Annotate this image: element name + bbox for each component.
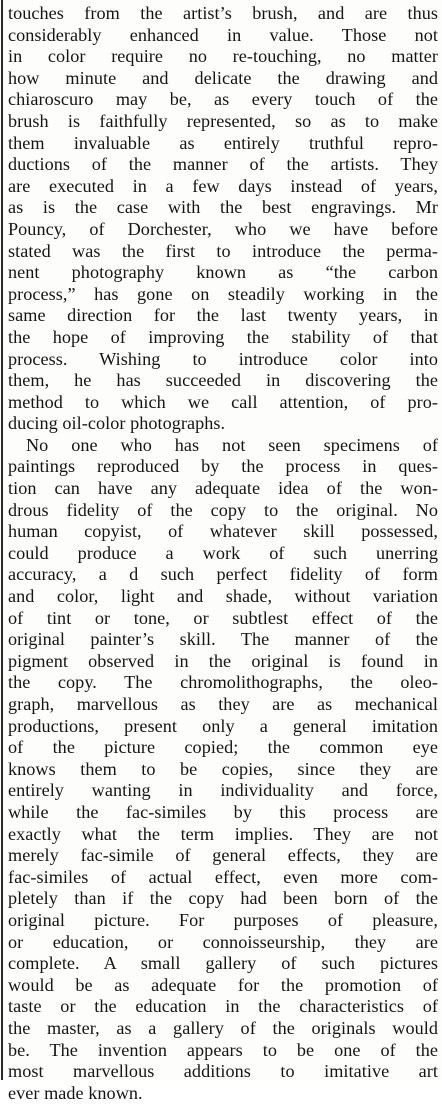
article-line: the master, as a gallery of the originals would xyxy=(8,1017,438,1038)
column-rule xyxy=(1,0,3,1080)
article-line: original picture. For purposes of pleasure, xyxy=(8,909,438,930)
article-line: human copyist, of whatever skill possessed, xyxy=(8,521,438,542)
article-line: ductions of the manner of the artists. They xyxy=(8,154,438,175)
article-line: in color require no re-touching, no matter xyxy=(8,46,438,67)
article-line: while the fac-similes by this process are xyxy=(8,801,438,822)
article-line: tion can have any adequate idea of the won- xyxy=(8,478,438,499)
article-line: could produce a work of such unerring xyxy=(8,542,438,563)
article-line: No one who has not seen specimens of xyxy=(26,434,438,455)
article-line: them, he has succeeded in discovering the xyxy=(8,370,438,391)
article-line: considerably enhanced in value. Those not xyxy=(8,24,438,45)
article-line: pletely than if the copy had been born of the xyxy=(8,888,438,909)
article-line: brush is faithfully represented, so as to make xyxy=(8,110,438,131)
article-line: knows them to be copies, since they are xyxy=(8,758,438,779)
article-line: most marvellous additions to imitative art xyxy=(8,1061,438,1082)
article-line: taste or the education in the characteristics of xyxy=(8,996,438,1017)
article-line: productions, present only a general imitation xyxy=(8,715,438,736)
article-line: pigment observed in the original is found in xyxy=(8,650,438,671)
article-line: drous fidelity of the copy to the original. No xyxy=(8,499,438,520)
article-line: method to which we call attention, of pro- xyxy=(8,391,438,412)
article-line: or education, or connoisseurship, they are xyxy=(8,931,438,952)
article-line: ducing oil-color photographs. xyxy=(8,413,226,434)
article-line: stated was the first to introduce the perma- xyxy=(8,240,438,261)
article-line: original painter’s skill. The manner of the xyxy=(8,629,438,650)
article-line: accuracy, a d such perfect fidelity of form xyxy=(8,564,438,585)
article-line: process. Wishing to introduce color into xyxy=(8,348,438,369)
article-line: the hope of improving the stability of that xyxy=(8,326,438,347)
article-line: them invaluable as entirely truthful repro- xyxy=(8,132,438,153)
article-line: Pouncy, of Dorchester, who we have before xyxy=(8,218,438,239)
article-line: merely fac-simile of general effects, they are xyxy=(8,845,438,866)
article-line: be. The invention appears to be one of the xyxy=(8,1039,438,1060)
article-line: exactly what the term implies. They are not xyxy=(8,823,438,844)
article-line: as is the case with the best engravings. Mr xyxy=(8,197,438,218)
article-line: ever made known. xyxy=(8,1082,143,1103)
article-line: paintings reproduced by the process in ques- xyxy=(8,456,438,477)
article-line: of tint or tone, or subtlest effect of the xyxy=(8,607,438,628)
article-line: nent photography known as “the carbon xyxy=(8,262,438,283)
article-line: would be as adequate for the promotion of xyxy=(8,974,438,995)
article-line: are executed in a few days instead of years, xyxy=(8,175,438,196)
article-line: fac-similes of actual effect, even more com- xyxy=(8,866,438,887)
article-line: the copy. The chromolithographs, the oleo- xyxy=(8,672,438,693)
article-line: touches from the artist’s brush, and are thus xyxy=(8,3,438,23)
article-line: and color, light and shade, without variation xyxy=(8,586,438,607)
article-line: graph, marvellous as they are as mechanical xyxy=(8,694,438,714)
article-column xyxy=(8,3,438,1104)
article-line: how minute and delicate the drawing and xyxy=(8,67,438,88)
article-line: chiaroscuro may be, as every touch of the xyxy=(8,89,438,110)
article-line: same direction for the last twenty years, in xyxy=(8,305,438,326)
article-line: entirely wanting in individuality and force, xyxy=(8,780,438,801)
article-line: of the picture copied; the common eye xyxy=(8,737,438,758)
article-line: process,” has gone on steadily working in the xyxy=(8,283,438,304)
article-line: complete. A small gallery of such pictures xyxy=(8,953,438,974)
